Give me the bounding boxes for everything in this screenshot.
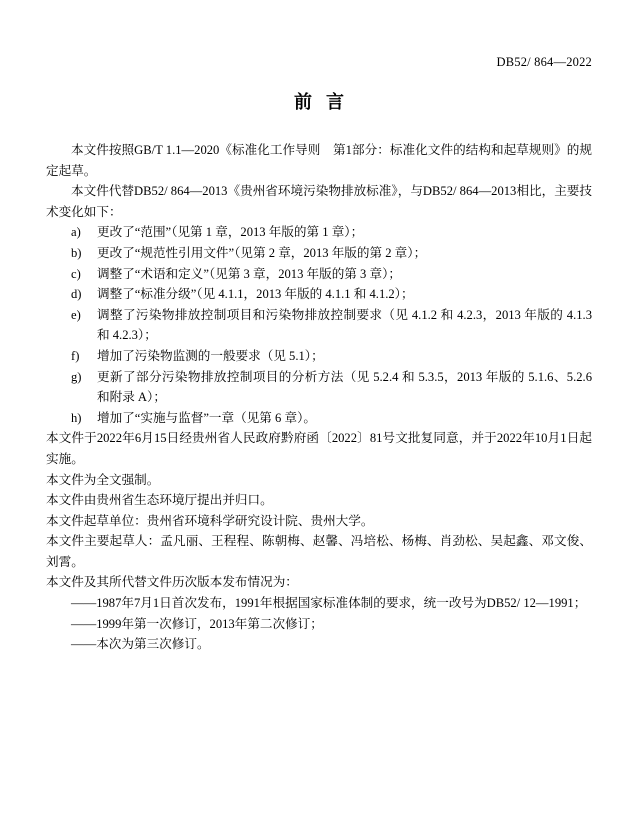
document-body — [46, 140, 592, 655]
list-item-marker: g) — [71, 369, 82, 384]
list-item-text: 更改了“范围”（见第 1 章，2013 年版的第 1 章）； — [97, 225, 364, 240]
paragraph-version-history-intro: 本文件及其所代替文件历次版本发布情况为： — [46, 575, 298, 590]
list-item — [46, 305, 592, 346]
paragraph-drafting-organizations: 本文件起草单位：贵州省环境科学研究设计院、贵州大学。 — [46, 513, 374, 528]
list-item-text: 增加了“实施与监督”一章（见第 6 章）。 — [97, 410, 316, 425]
paragraph-issuing-authority: 本文件由贵州省生态环境厅提出并归口。 — [46, 493, 273, 508]
list-item — [46, 367, 592, 408]
list-item-marker: e) — [71, 307, 81, 322]
list-item-text: 增加了污染物监测的一般要求（见 5.1）； — [97, 348, 324, 363]
paragraph-main-drafters: 本文件主要起草人：孟凡丽、王程程、陈朝梅、赵馨、冯培松、杨梅、肖劲松、吴起鑫、邓文俊、刘霄。 — [46, 534, 592, 569]
list-item-marker: a) — [71, 225, 81, 240]
list-item-marker: h) — [71, 410, 82, 425]
paragraph-replaces-standard: 本文件代替DB52/ 864—2013《贵州省环境污染物排放标准》，与DB52/ 864—2013相比，主要技术变化如下： — [46, 184, 592, 219]
list-item-text: 调整了“术语和定义”（见第 3 章，2013 年版的第 3 章）； — [97, 266, 401, 281]
list-item-text: 更新了部分污染物排放控制项目的分析方法（见 5.2.4 和 5.3.5，2013 年版的 5.1.6、5.2.6 和附录 A）； — [97, 369, 592, 405]
list-item — [46, 408, 592, 429]
list-item: ——1987年7月1日首次发布，1991年根据国家标准体制的要求，统一改号为DB52/ 12—1991； — [71, 596, 587, 611]
page-header-standard-code: DB52/ 864—2022 — [496, 55, 592, 69]
paragraph-drafting-rules: 本文件按照GB/T 1.1—2020《标准化工作导则 第1部分：标准化文件的结构和起草规则》的规定起草。 — [46, 143, 592, 178]
list-item — [46, 243, 592, 264]
list-item-marker: b) — [71, 245, 82, 260]
list-item-text: 调整了“标准分级”（见 4.1.1，2013 年版的 4.1.1 和 4.1.2）； — [97, 287, 414, 302]
list-item: ——1999年第一次修订，2013年第二次修订； — [71, 616, 323, 631]
technical-changes-list — [46, 222, 592, 428]
list-item — [46, 284, 592, 305]
version-history-list — [46, 593, 592, 655]
list-item-marker: d) — [71, 287, 82, 302]
list-item — [46, 222, 592, 243]
list-item — [46, 264, 592, 285]
list-item — [46, 346, 592, 367]
paragraph-approval-date: 本文件于2022年6月15日经贵州省人民政府黔府函〔2022〕81号文批复同意，并于2022年10月1日起实施。 — [46, 431, 592, 466]
list-item-marker: f) — [71, 348, 80, 363]
page-title: 前言 — [294, 92, 358, 113]
paragraph-mandatory: 本文件为全文强制。 — [46, 472, 160, 487]
list-item-marker: c) — [71, 266, 81, 281]
list-item-text: 更改了“规范性引用文件”（见第 2 章，2013 年版的第 2 章）； — [97, 245, 427, 260]
list-item: ——本次为第三次修订。 — [71, 637, 210, 652]
list-item-text: 调整了污染物排放控制项目和污染物排放控制要求（见 4.1.2 和 4.2.3，2013 年版的 4.1.3 和 4.2.3）； — [97, 307, 592, 343]
